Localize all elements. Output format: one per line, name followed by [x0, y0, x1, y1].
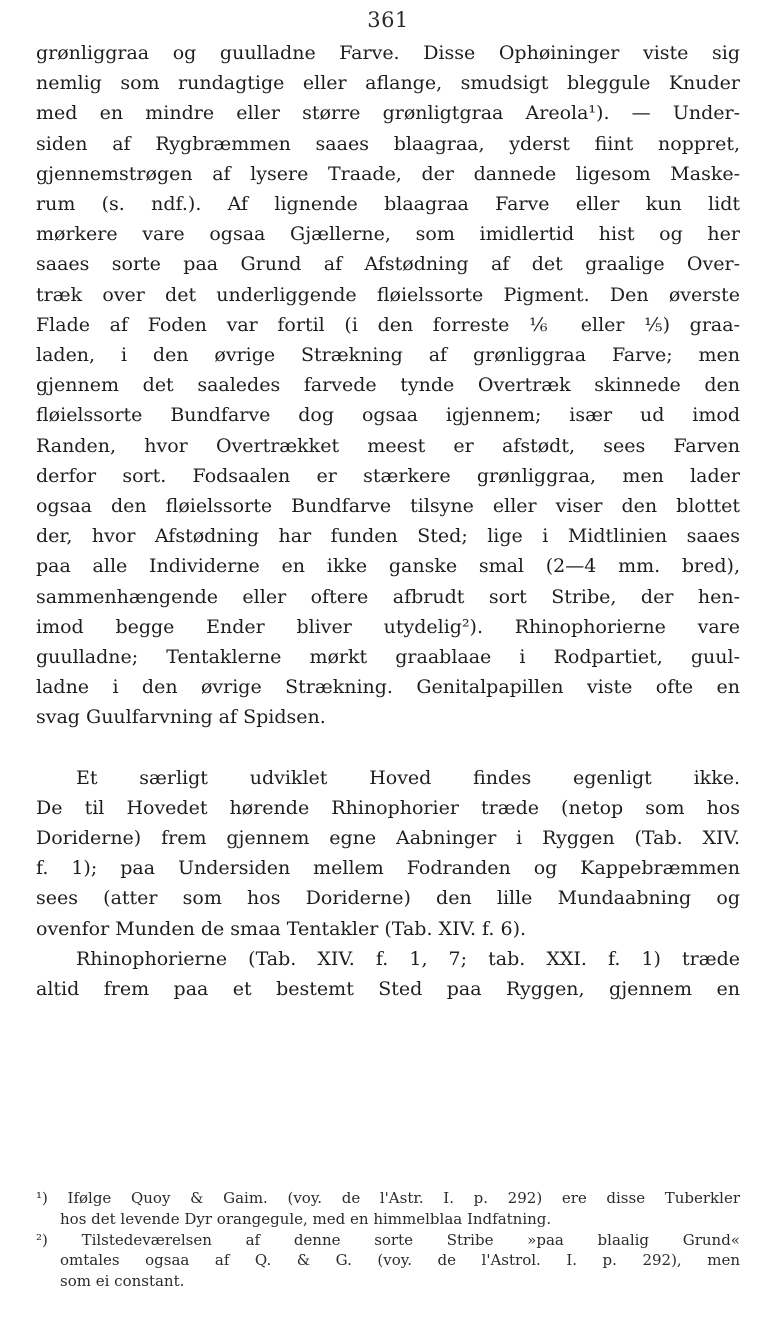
text-line: paa alle Individerne en ikke ganske smal (2—4 mm. bred), [36, 555, 740, 578]
text-line: sees (atter som hos Doriderne) den lille Mundaabning og [36, 887, 740, 910]
text-line: Et særligt udviklet Hoved findes egenligt ikke. [76, 766, 740, 789]
page-number: 361 [367, 8, 409, 32]
text-line: rum (s. ndf.). Af lignende blaagraa Farve eller kun lidt [36, 193, 740, 216]
text-line: mørkere vare ogsaa Gjællerne, som imidlertid hist og her [36, 223, 740, 246]
paragraph-2 [36, 763, 740, 1005]
paragraph-1 [36, 38, 740, 733]
footnote-line: som ei constant. [60, 1272, 185, 1291]
footnote-line: ¹) Ifølge Quoy & Gaim. (voy. de l'Astr. I. p. 292) ere disse Tuberkler [36, 1189, 740, 1207]
paragraph-gap [36, 733, 740, 763]
text-line: fløielssorte Bundfarve dog ogsaa igjennem; især ud imod [36, 404, 740, 427]
text-line: svag Guulfarvning af Spidsen. [36, 706, 326, 729]
text-line: ogsaa den fløielssorte Bundfarve tilsyne eller viser den blottet [36, 495, 740, 518]
text-line: Rhinophorierne (Tab. XIV. f. 1, 7; tab. XXI. f. 1) træde [76, 947, 740, 970]
text-line: sammenhængende eller oftere afbrudt sort Stribe, der hen- [36, 585, 740, 608]
text-line: imod begge Ender bliver utydelig²). Rhinophorierne vare [36, 615, 740, 638]
text-line: Flade af Foden var fortil (i den forreste ⅙ eller ⅕) graa- [36, 313, 740, 336]
text-line: Randen, hvor Overtrækket meest er afstødt, sees Farven [36, 434, 740, 457]
text-line: De til Hovedet hørende Rhinophorier træde (netop som hos [36, 796, 740, 819]
text-line: siden af Rygbræmmen saaes blaagraa, yderst fiint noppret, [36, 132, 740, 155]
text-line: nemlig som rundagtige eller aflange, smudsigt bleggule Knuder [36, 72, 740, 95]
text-line: derfor sort. Fodsaalen er stærkere grønliggraa, men lader [36, 464, 740, 487]
text-line: saaes sorte paa Grund af Afstødning af det graalige Over- [36, 253, 740, 276]
text-line: ovenfor Munden de smaa Tentakler (Tab. XIV. f. 6). [36, 917, 527, 940]
body-text [36, 38, 740, 1004]
footnote-line: omtales ogsaa af Q. & G. (voy. de l'Astrol. I. p. 292), men [60, 1251, 740, 1270]
footnotes [36, 1188, 740, 1292]
text-line: guulladne; Tentaklerne mørkt graablaae i Rodpartiet, guul- [36, 646, 740, 669]
footnote-2 [36, 1230, 740, 1292]
text-line: gjennemstrøgen af lysere Traade, der dannede ligesom Maske- [36, 162, 740, 185]
text-line: grønliggraa og guulladne Farve. Disse Ophøininger viste sig [36, 42, 740, 64]
text-line: med en mindre eller større grønligtgraa Areola¹). — Under- [36, 102, 740, 125]
text-line: træk over det underliggende fløielssorte Pigment. Den øverste [36, 283, 740, 306]
text-line: Doriderne) frem gjennem egne Aabninger i Ryggen (Tab. XIV. [36, 827, 740, 850]
text-line: gjennem det saaledes farvede tynde Overtræk skinnede den [36, 374, 740, 397]
footnote-line: ²) Tilstedeværelsen af denne sorte Stribe »paa blaalig Grund« [36, 1230, 740, 1249]
text-line: laden, i den øvrige Strækning af grønliggraa Farve; men [36, 344, 740, 367]
footnote-line: hos det levende Dyr orangegule, med en himmelblaa Indfatning. [60, 1209, 552, 1228]
text-line: f. 1); paa Undersiden mellem Fodranden og Kappebræmmen [36, 857, 740, 880]
footnote-1 [36, 1188, 740, 1230]
text-line: altid frem paa et bestemt Sted paa Ryggen, gjennem en [36, 978, 740, 1001]
text-line: der, hvor Afstødning har funden Sted; lige i Midtlinien saaes [36, 525, 740, 548]
text-line: ladne i den øvrige Strækning. Genitalpapillen viste ofte en [36, 676, 740, 699]
